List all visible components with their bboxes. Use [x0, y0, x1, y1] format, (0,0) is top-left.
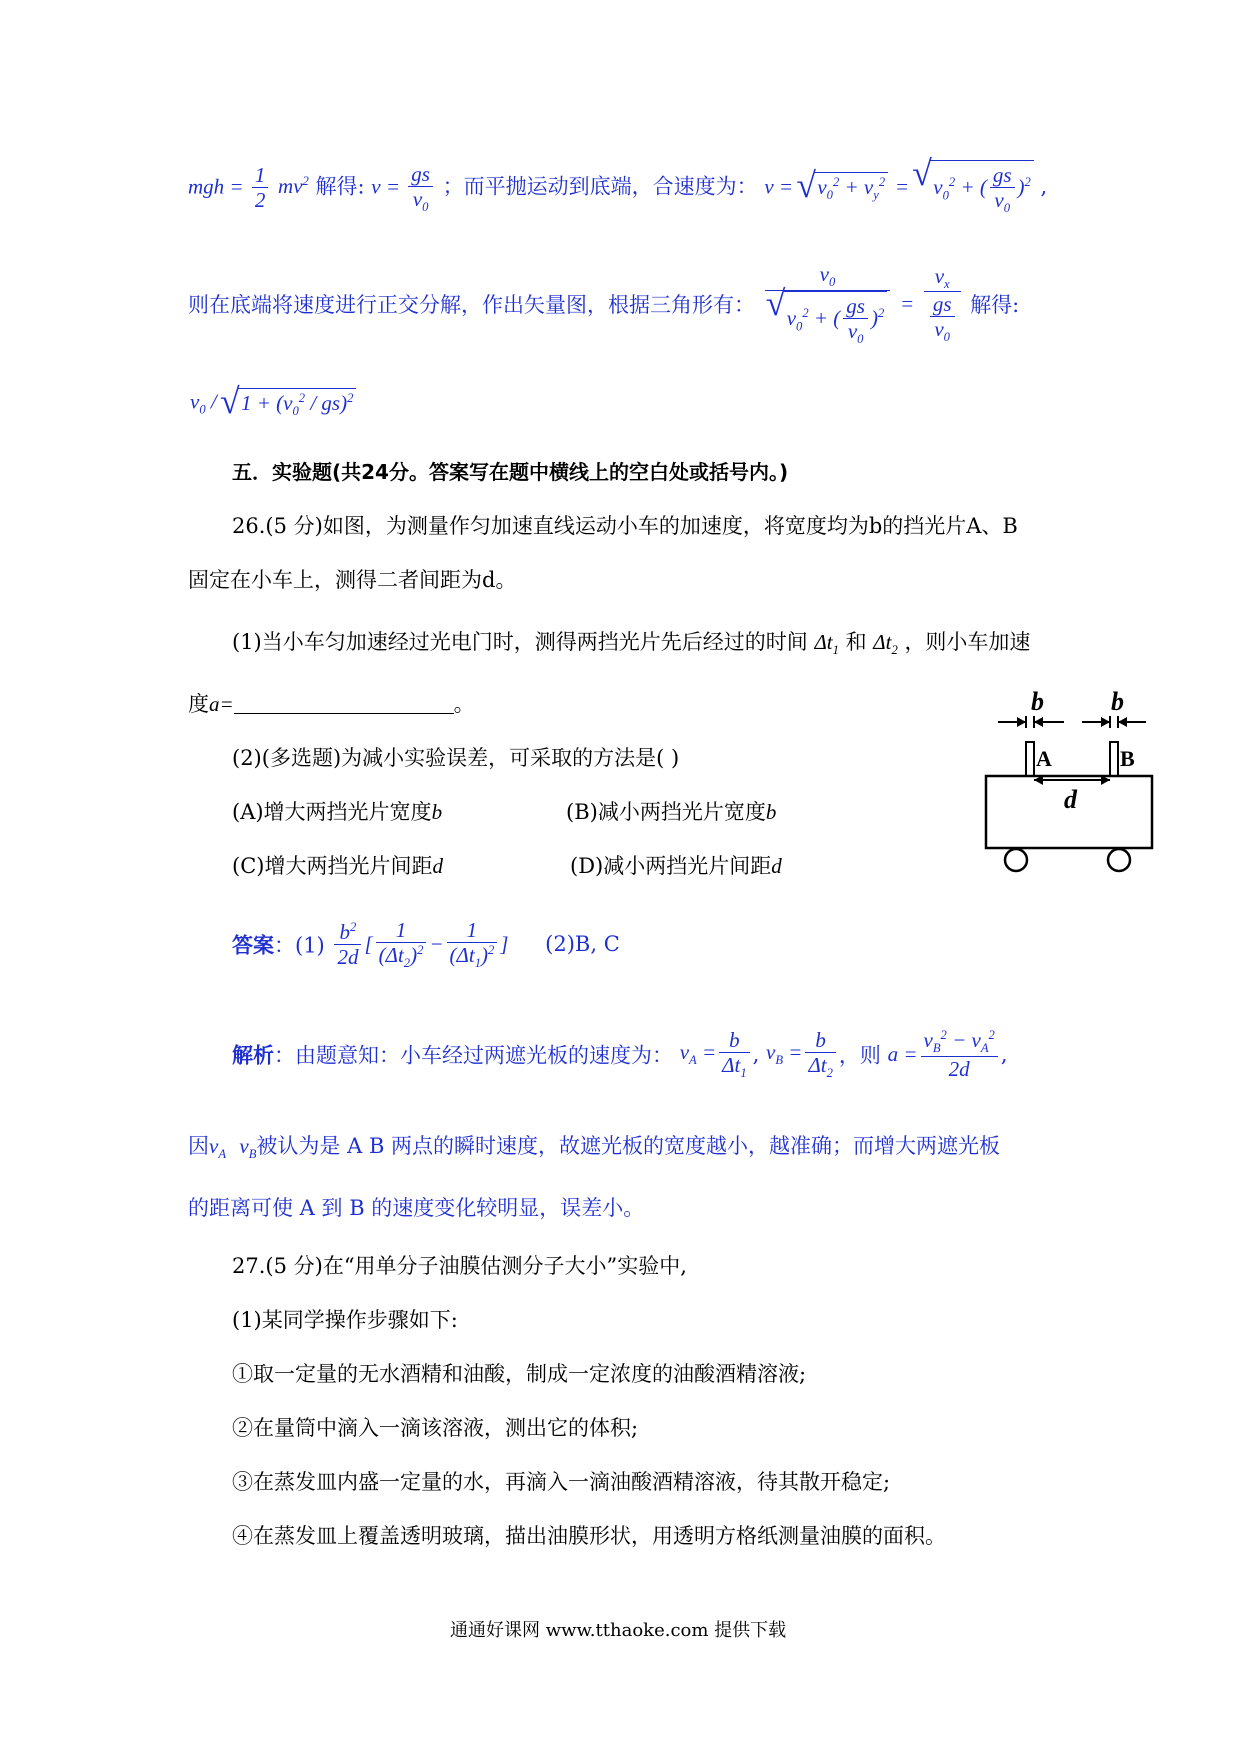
frac-gs-v0: $\frac{gs}{v_0}$: [408, 162, 433, 215]
solution-line-3: $v_0$ / √ $1 + (v_0^2 / gs)^2$: [190, 388, 356, 419]
answer-blank[interactable]: [234, 713, 454, 714]
sqrt-vx-vy: √ $v_0^2 + v_y^2$: [798, 172, 888, 203]
frac-half: $\frac{1}{2}$: [252, 163, 269, 212]
page-footer: 通通好课网 www.tthaoke.com 提供下载: [450, 1620, 787, 1641]
q26-answer: 答案：(1) $\frac{b^2}{2d}$ [ $\frac{1}{(\Delta t_2)^2}$ − $\frac{1}{(\Delta t_1)^2}$ ] (2)B, C: [232, 918, 620, 971]
mid-text: ；而平抛运动到底端，合速度为：: [442, 174, 758, 199]
q27-step1: ①取一定量的无水酒精和油酸，制成一定浓度的油酸酒精溶液;: [232, 1362, 807, 1386]
equals: =: [894, 174, 915, 199]
q26-part2: (2)(多选题)为减小实验误差，可采取的方法是( ): [232, 746, 680, 770]
eq-v: v =: [371, 174, 406, 199]
line2-text: 则在底端将速度进行正交分解，作出矢量图，根据三角形有：: [188, 293, 755, 318]
q27-step2: ②在量筒中滴入一滴该溶液，测出它的体积;: [232, 1416, 639, 1440]
q26-part1: (1)当小车匀加速经过光电门时，测得两挡光片先后经过的时间 $\Delta t_1$ 和 $\Delta t_2$ ，则小车加速: [232, 630, 1031, 658]
q27-part1: (1)某同学操作步骤如下:: [232, 1308, 458, 1332]
solution-line-1: [188, 160, 1047, 216]
fig-label-d: d: [1064, 785, 1077, 814]
eq-mv2: $mv^2$: [278, 174, 309, 199]
q26-intro-2: 固定在小车上，测得二者间距为d。: [188, 568, 517, 592]
sqrt-v0-gs: √ $v_0^2$ + ( $\frac{gs}{v_0}$ )$^2$: [914, 160, 1034, 216]
section-heading: 五．实验题(共24分。答案写在题中横线上的空白处或括号内。): [232, 460, 789, 484]
q27-step3: ③在蒸发皿内盛一定量的水，再滴入一滴油酸酒精溶液，待其散开稳定;: [232, 1470, 891, 1494]
fig-label-b1: b: [1031, 687, 1044, 716]
frac-ratio-right: $\frac{v_x}{\frac{gs}{v_0}}$: [924, 264, 961, 345]
q26-analysis-1: 解析：由题意知：小车经过两遮光板的速度为： $v_A$ = $\frac{b}{\Delta t_1}$ , $v_B$ = $\frac{b}{\Delta t_2}$ ，则 a = $\frac{v_B^2 - v_A^2}{2d}$ ,: [232, 1028, 1008, 1081]
fig-label-A: A: [1036, 746, 1052, 771]
eq-v2: v =: [764, 174, 799, 199]
eq-mgh: mgh =: [188, 174, 249, 199]
q27-intro: 27.(5 分)在“用单分子油膜估测分子大小”实验中,: [232, 1254, 687, 1278]
comma: ,: [1040, 174, 1048, 199]
solve-word: 解得:: [315, 174, 365, 199]
q26-part1-cont: 度a= 。: [188, 692, 475, 716]
q26-analysis-2: 因$v_A$ $v_B$被认为是 A B 两点的瞬时速度，故遮光板的宽度越小，越准确；而增大两遮光板: [188, 1134, 1001, 1162]
q26-option-d: (D)减小两挡光片间距d: [570, 854, 782, 878]
q27-step4: ④在蒸发皿上覆盖透明玻璃，描出油膜形状，用透明方格纸测量油膜的面积。: [232, 1524, 946, 1548]
q26-option-b: (B)减小两挡光片宽度b: [566, 800, 777, 824]
frac-ratio-left: $v_0$ √ $v_0^2$ + ( $\frac{gs}{v_0}$ )$^2$: [765, 262, 891, 346]
solution-line-2: 则在底端将速度进行正交分解，作出矢量图，根据三角形有： $v_0$ √ $v_0^2$ + ( $\frac{gs}{v_0}$ )$^2$ = $\frac{v_x}{\frac{gs}{v_0}}$ 解得:: [188, 262, 1019, 346]
q26-option-a: (A)增大两挡光片宽度b: [232, 800, 443, 824]
q26-intro-1: 26.(5 分)如图，为测量作匀加速直线运动小车的加速度，将宽度均为b的挡光片A、B: [232, 514, 1018, 538]
fig-label-b2: b: [1111, 687, 1124, 716]
cart-figure: [984, 680, 1154, 880]
line2-solve: 解得:: [970, 293, 1020, 318]
q26-option-c: (C)增大两挡光片间距d: [232, 854, 443, 878]
result-v0: v: [190, 389, 200, 414]
q26-analysis-3: 的距离可使 A 到 B 的速度变化较明显，误差小。: [188, 1196, 645, 1220]
fig-label-B: B: [1120, 746, 1135, 771]
